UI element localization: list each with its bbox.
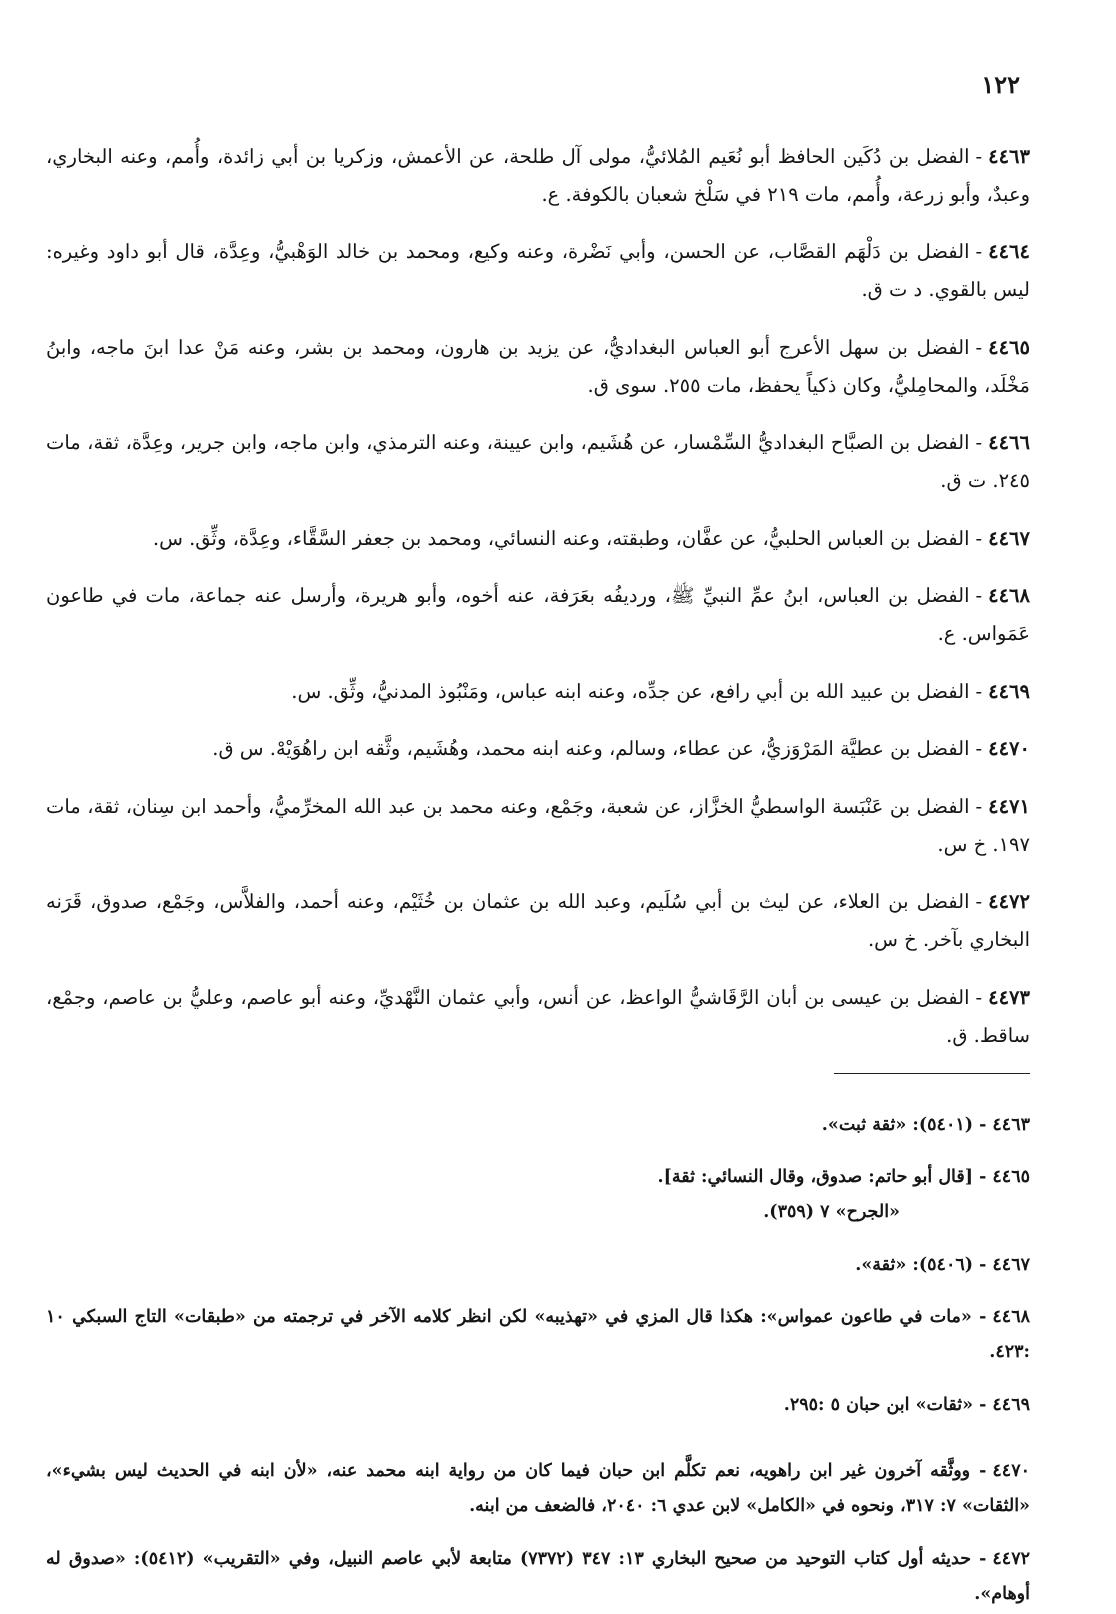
entry [46,979,1030,1055]
entry [46,233,1030,309]
entry-number: ٤٤٦٧ [988,526,1030,550]
footnote-dash: - [970,1461,987,1481]
footnote-dash: - [973,1114,987,1135]
footnote-number: ٤٤٦٥ [992,1167,1030,1187]
entry-number: ٤٤٦٣ [988,144,1030,168]
entry-text: الفضل بن دَلْهَم القصَّاب، عن الحسن، وأبي نَضْرة، وعنه وكيع، ومحمد بن خالد الوَهْبيُّ، وعِدَّة، قال أبو داود وغيره: ليس بالقوي. د ت ق. [46,240,1030,301]
entry-dash: - [975,584,983,607]
footnote-text: ووثَّقه آخرون غير ابن راهويه، نعم تكلَّم ابن حبان فيما كان من رواية ابنه محمد عنه، «لأن ابنه في الحديث ليس بشيء»، «الثقات» ٧: ٣١٧، ونحوه في «الكامل» لابن عدي ٦: ٢٠٤٠، فالضعف من ابنه. [46,1461,1030,1516]
footnote-text: «مات في طاعون عمواس»: هكذا قال المزي في «تهذيبه» لكن انظر كلامه الآخر في ترجمته من «طبقات» التاج السبكي ١٠ :٤٢٣. [46,1307,1030,1362]
entry-dash: - [975,679,983,703]
entry-number: ٤٤٦٥ [988,335,1030,359]
footnote-number: ٤٤٦٩ [992,1394,1030,1415]
entry-text: الفضل بن عطيَّة المَرْوَزيُّ، عن عطاء، وسالم، وعنه ابنه محمد، وهُشَيم، وثَّقه ابن راهُوَيْهْ. س ق. [212,737,970,760]
entry-number: ٤٤٧٣ [988,985,1030,1009]
entry-text: الفضل بن الصبَّاح البغداديُّ السِّمْسار، عن هُشَيم، وابن عيينة، وعنه الترمذي، وابن ماجه، وابن جرير، وعِدَّة، ثقة، مات ٢٤٥. ت ق. [46,431,1030,492]
entry-dash: - [975,794,983,818]
entry-number: ٤٤٦٤ [988,240,1030,263]
page-number: ١٢٢ [981,70,1020,99]
entry-number: ٤٤٧٠ [988,737,1030,760]
entry-text: الفضل بن العباس الحلبيُّ، عن عفَّان، وطبقته، وعنه النسائي، ومحمد بن جعفر السَّقَّاء، وعِدَّة، وثِّق. س. [152,526,970,550]
footnote [46,1160,1030,1230]
entry [46,883,1030,959]
footnote-dash: - [971,1548,987,1569]
footnote-text: (٥٤٠٦): «ثقة». [855,1254,974,1275]
footnote-dash: - [973,1394,987,1415]
footnote-number: ٤٤٦٣ [992,1114,1030,1135]
footnote-divider [834,1073,1030,1074]
entry-dash: - [975,431,983,454]
entry-text: الفضل بن العلاء، عن ليث بن أبي سُلَيم، وعبد الله بن عثمان بن خُثَيْم، وعنه أحمد، والفلاَّس، وجَمْع، صدوق، قَرَنه البخاري بآخر. خ س. [46,890,1030,951]
entry [46,138,1030,214]
footnote-dash: - [973,1167,987,1187]
entry [46,673,1030,711]
entry [46,788,1030,864]
footnote-number: ٤٤٦٨ [992,1307,1031,1327]
footnote [46,1388,1030,1423]
entry-dash: - [975,526,983,550]
entry-number: ٤٤٦٦ [988,431,1030,454]
entry-dash: - [975,240,983,263]
footnote-number: ٤٤٧٢ [992,1548,1030,1569]
footnote-continuation: «الجرح» ٧ (٣٥٩). [763,1202,900,1222]
entry [46,577,1030,653]
entry-number: ٤٤٦٩ [988,679,1030,703]
entry-text: الفضل بن دُكَين الحافظ أبو نُعَيم المُلائيُّ، مولى آل طلحة، عن الأعمش، وزكريا بن أبي زائدة، وأُمم، وعنه البخاري، وعبدٌ، وأبو زرعة، وأُمم، مات ٢١٩ في سَلْخ شعبان بالكوفة. ع. [46,144,1030,206]
entry-text: الفضل بن عَنْبَسة الواسطيُّ الخزَّاز، عن شعبة، وجَمْع، وعنه محمد بن عبد الله المخرِّميُّ، وأحمد ابن سِنان، ثقة، مات ١٩٧. خ س. [46,794,1030,856]
entries-list [46,118,1030,1061]
footnote-number: ٤٤٦٧ [992,1254,1030,1275]
entry-number: ٤٤٧١ [988,794,1030,818]
footnote [46,1454,1030,1524]
footnote-gap [46,1425,1030,1437]
entry-text: الفضل بن العباس، ابنُ عمِّ النبيِّ ﷺ، ورديفُه بعَرَفة، عنه أخوه، وأبو هريرة، وأرسل عنه جماعة، مات في طاعون عَمَواس. ع. [46,584,1030,645]
entry [46,730,1030,768]
entry [46,329,1030,405]
footnote-number: ٤٤٧٠ [992,1461,1030,1481]
entry [46,520,1030,558]
footnote-dash: - [973,1254,987,1275]
footnote-text: «ثقات» ابن حبان ٥ :٢٩٥. [783,1394,974,1415]
footnotes [46,1090,1030,1614]
entry-text: الفضل بن عيسى بن أبان الرَّقَاشيُّ الواعظ، عن أنس، وأبي عثمان النَّهْديِّ، وعنه أبو عاصم، وعليُّ بن عاصم، وجمْع، ساقط. ق. [46,985,1030,1047]
footnote [46,1108,1030,1143]
entry-dash: - [975,890,983,913]
footnote-text: (٥٤٠١): «ثقة ثبت». [821,1114,974,1135]
footnote [46,1248,1030,1283]
entry-dash: - [975,985,983,1009]
entry-dash: - [975,144,983,168]
entry [46,424,1030,500]
entry-dash: - [975,335,983,359]
footnote [46,1300,1030,1370]
footnote-text: [قال أبو حاتم: صدوق، وقال النسائي: ثقة]. [657,1167,974,1187]
footnote [46,1542,1030,1612]
footnote-text: حديثه أول كتاب التوحيد من صحيح البخاري ١٣: ٣٤٧ (٧٣٧٢) متابعة لأبي عاصم النبيل، وفي «التقريب» (٥٤١٢): «صدوق له أوهام». [46,1548,1030,1604]
entry-text: الفضل بن سهل الأعرج أبو العباس البغداديُّ، عن يزيد بن هارون، ومحمد بن بشر، وعنه مَنْ عدا ابنَ ماجه، وابنُ مَخْلَد، والمحامِليُّ، وكان ذكياً يحفظ، مات ٢٥٥. سوى ق. [46,335,1030,397]
footnote-dash: - [971,1307,987,1327]
entry-number: ٤٤٦٨ [988,584,1030,607]
entry-dash: - [975,737,983,760]
entry-text: الفضل بن عبيد الله بن أبي رافع، عن جدِّه، وعنه ابنه عباس، ومَنْبُوذ المدنيُّ، وثِّق. س. [291,679,970,703]
entry-number: ٤٤٧٢ [988,890,1030,913]
